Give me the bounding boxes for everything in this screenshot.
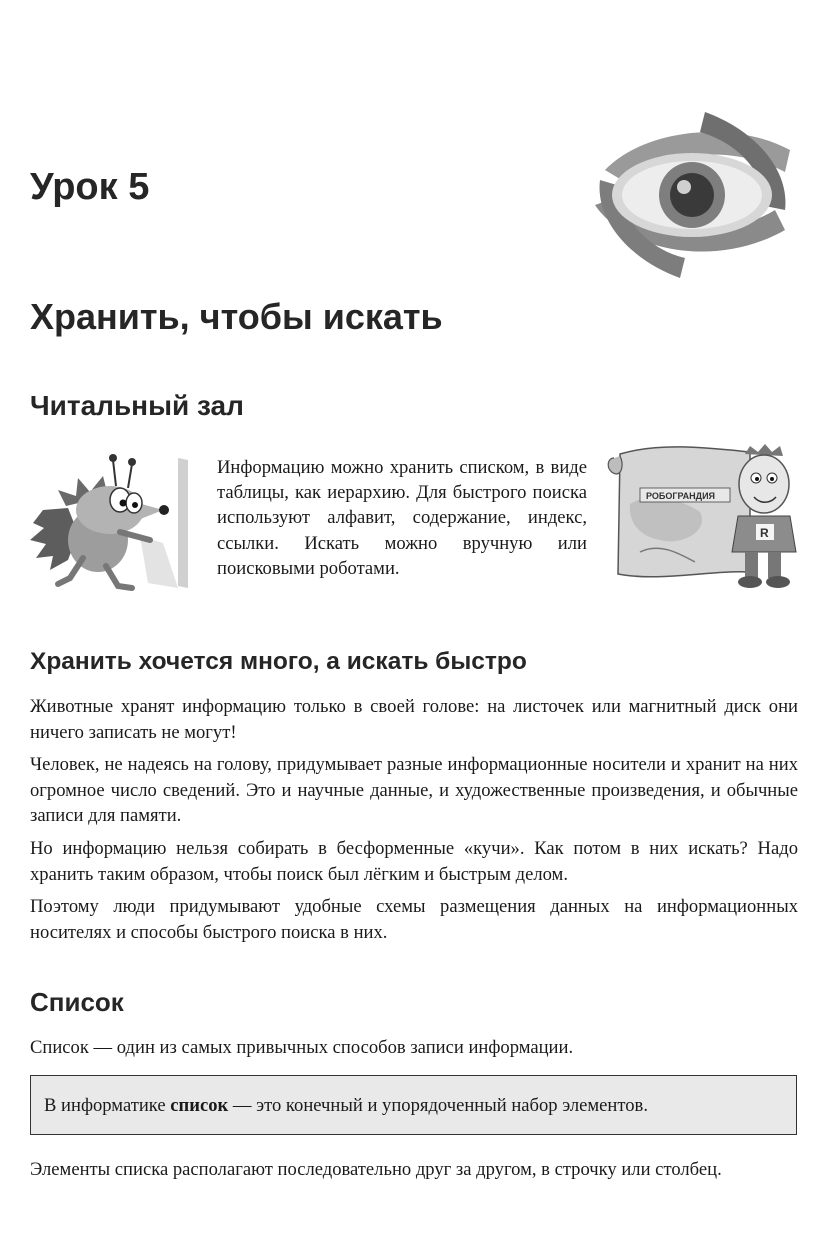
hedgehog-character-illustration: [28, 448, 193, 598]
page-title: Хранить, чтобы искать: [30, 296, 443, 337]
section-heading-reading: Читальный зал: [30, 390, 244, 421]
map-banner-text: РОБОГРАНДИЯ: [646, 491, 716, 501]
definition-box: [30, 1075, 797, 1135]
paragraph: Но информацию нельзя собирать в бесформенные «кучи». Как потом в них искать? Надо хранить таким образом, чтобы поиск был лёгким и быстрым делом.: [30, 837, 798, 885]
store-section-body: [30, 694, 798, 952]
lesson-number: Урок 5: [30, 166, 150, 208]
eye-logo-icon: [585, 110, 800, 280]
shirt-letter: R: [760, 526, 769, 540]
list-elements-paragraph: Элементы списка располагают последовательно друг за другом, в строчку или столбец.: [30, 1159, 722, 1180]
paragraph: Животные хранят информацию только в своей голове: на листочек или магнитный диск они ничего записать не могут!: [30, 696, 798, 743]
boy-with-map-illustration: [600, 442, 798, 594]
list-intro-paragraph: Список — один из самых привычных способов записи информации.: [30, 1037, 574, 1058]
section-heading-store: Хранить хочется много, а искать быстро: [30, 648, 527, 675]
paragraph: Поэтому люди придумывают удобные схемы размещения данных на информационных носителях и способы быстрого поиска в них.: [30, 896, 798, 943]
intro-text: Информацию можно хранить списком, в виде таблицы, как иерархию. Для быстрого поиска используют алфавит, содержание, индекс, ссылки. Искать можно вручную или поисковыми роботами.: [217, 457, 587, 579]
section-heading-list: Список: [30, 987, 124, 1017]
paragraph: Человек, не надеясь на голову, придумывает разные информационные носители и хранит на них огромное число сведений. Это и научные данные, и художественные произведения, и обычные записи для памяти.: [30, 754, 798, 827]
definition-prefix: В информатике: [44, 1095, 171, 1116]
definition-term: список: [170, 1095, 229, 1116]
definition-suffix: — это конечный и упорядоченный набор элементов.: [228, 1095, 648, 1116]
